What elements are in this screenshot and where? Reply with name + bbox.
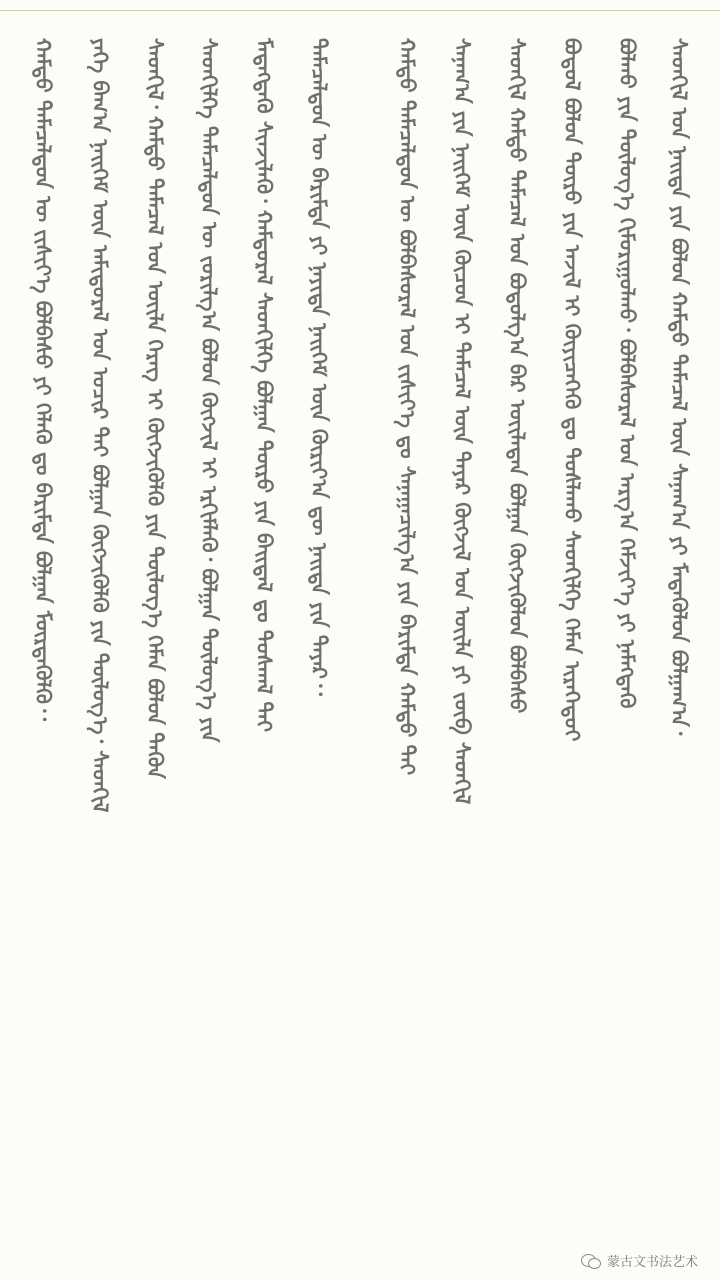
- text-column: ᠪᠣᠳᠤᠯ ᠪᠣᠯᠤᠨ ᠲᠥᠷᠥ ᠶᠢᠨ ᠠᠵᠢᠯ ᠢ ᠭᠦᠶᠢᠴᠡᠭᠡᠬᠦ ᠳᠤ ᠲᠤᠰᠯᠠᠬᠤ ᠰᠡᠳᠬᠢᠯᠭᠡ ᠬᠡᠮᠡᠨ ᠢᠷᠡᠭᠡᠳᠦᠢ: [560, 38, 584, 742]
- text-column: ᠪᠣᠯᠬᠤ ᠶᠢᠨ ᠲᠥᠯᠥᠭ᠎ᠡ ᠬᠢᠮᠤᠷᠢᠭᠤᠯᠬᠤ᠂ ᠪᠣᠯᠪᠠᠰᠤᠷᠠᠯ ᠤᠨ ᠠᠷᠭ᠎ᠠ ᠬᠡᠮᠵᠢᠶ᠎ᠡ ᠶᠢ ᠨᠡᠮᠡᠭᠳᠡᠬᠦ: [615, 38, 639, 709]
- watermark-label: 蒙古文书法艺术: [606, 1255, 698, 1270]
- text-column: ᠰᠡᠳᠬᠢᠯ ᠤᠨ ᠨᠡᠢᠲᠡ ᠶᠢᠨ ᠪᠣᠯᠤᠨ ᠬᠠᠮᠲᠤ ᠲᠡᠮᠡᠴᠡᠯ ᠦᠨ ᠰᠠᠨᠠᠭ᠎ᠠ ᠶᠢ ᠮᠡᠳᠡᠭᠦᠯᠦᠨ ᠪᠣᠯᠭᠠᠭ᠎ᠠ᠂: [667, 38, 691, 736]
- text-column: ᠰᠡᠳᠬᠢᠯ ᠬᠠᠮᠲᠤ ᠲᠡᠮᠡᠴᠡᠯ ᠤᠨ ᠪᠣᠳᠤᠯᠭ᠎ᠠ ᠪᠠᠷ ᠦᠢᠯᠡᠳᠡᠨ ᠪᠣᠯᠭᠠᠨ ᠬᠥᠭᠵᠢᠭᠦᠯᠦᠨ ᠪᠣᠯᠪᠠᠰᠤ: [505, 38, 529, 714]
- watermark: [581, 1251, 698, 1270]
- text-column: ᠲᠡᠮᠡᠴᠡᠯᠳᠦᠨ ᠦ ᠪᠠᠷᠢᠮᠲᠠ ᠶᠢ ᠨᠡᠶᠢᠲᠡ ᠨᠡᠢᠭᠡᠮ ᠦᠨ ᠬᠦᠷᠢᠶ᠎ᠡᠨ ᠳᠦ ᠨᠡᠢᠲᠡ ᠶᠢᠨ ᠳᠠᠶᠠᠷ᠂᠂: [307, 38, 331, 696]
- text-column: ᠮᠡᠳᠡᠭᠳᠡᠬᠦ ᠰᠢᠨᠵᠢᠯᠡᠬᠦ᠂ ᠬᠠᠮᠲᠤᠷᠠᠯ ᠰᠡᠳᠬᠢᠯᠭᠡ ᠪᠣᠯᠭᠠᠨ ᠲᠥᠷᠥ ᠶᠢᠨ ᠪᠠᠢᠳᠠᠯ ᠳᠤ ᠲᠤᠰᠬᠠᠯ ᠲᠠᠢ: [252, 38, 276, 732]
- text-column: ᠬᠠᠮᠲᠤ ᠲᠡᠮᠡᠴᠡᠯᠳᠦᠨ ᠦ ᠪᠣᠯᠪᠠᠰᠤᠷᠠᠯ ᠤᠨ ᠵᠢᠱᠢᠶ᠎ᠡ ᠳᠤ ᠰᠠᠨᠠᠭᠠᠴᠢᠯᠭ᠎ᠠ ᠶᠢᠨ ᠪᠠᠷᠢᠮᠲᠠ ᠬᠠᠮᠲᠤ ᠲᠡᠢ: [395, 38, 419, 776]
- text-column: ᠰᠡᠳᠬᠢᠯᠭᠡ ᠲᠡᠮᠡᠴᠡᠯᠳᠦᠨ ᠦ ᠵᠣᠷᠢᠯᠭ᠎ᠠ ᠪᠣᠯᠤᠨ ᠬᠥᠭᠵᠢᠯ ᠢ ᠡᠷᠬᠢᠮᠯᠡᠬᠦ᠂ ᠪᠣᠯᠭᠠᠨ ᠲᠥᠯᠥᠭ᠎ᠡ ᠶᠢᠨ: [197, 38, 221, 743]
- text-column: ᠬᠠᠮᠲᠤ ᠲᠡᠮᠡᠴᠡᠯᠳᠦᠨ ᠦ ᠵᠢᠱᠢᠶ᠎ᠡ ᠪᠣᠯᠪᠠᠰᠤ ᠶᠢ ᠬᠡᠯᠡᠬᠦ ᠳᠤ ᠪᠠᠷᠢᠮᠲᠠ ᠪᠣᠯᠭᠠᠨ ᠮᠥᠷᠳᠡᠭᠦᠯᠬᠦ᠂᠂: [31, 38, 55, 722]
- text-column: ᠰᠡᠳᠬᠢᠯ᠂ ᠬᠠᠮᠲᠤ ᠲᠡᠮᠡᠴᠡᠯ ᠤᠨ ᠦᠢᠯᠡ ᠬᠡᠷᠡᠭ ᠢ ᠬᠥᠭᠵᠢᠭᠦᠯᠬᠦ ᠶᠢᠨ ᠲᠥᠯᠥᠭ᠎ᠡ ᠬᠡᠮᠡᠨ ᠪᠣᠯᠤᠨ ᠲᠡᠭᠦᠨ: [143, 38, 167, 779]
- wechat-icon: [581, 1253, 601, 1269]
- text-column: ᠶᠡᠬᠡ ᠪᠠᠭ᠎ᠠ ᠨᠡᠢᠭᠡᠮ ᠦᠨ ᠠᠮᠢᠳᠤᠷᠠᠯ ᠤᠨ ᠤᠴᠢᠷ ᠲᠡᠢ ᠪᠣᠯᠭᠠᠨ ᠬᠥᠭᠵᠢᠭᠦᠯᠬᠦ ᠶᠢᠨ ᠲᠥᠯᠥᠭ᠎ᠡ᠂ ᠰᠡᠳᠬᠢᠯ: [88, 38, 112, 813]
- text-column: ᠰᠠᠨᠠᠭ᠎ᠠ ᠶᠢᠨ ᠨᠡᠢᠭᠡᠮ ᠦᠨ ᠬᠦᠴᠦᠨ ᠢ ᠲᠡᠮᠡᠴᠡᠯ ᠦᠨ ᠳᠠᠶᠠᠷ ᠬᠥᠭᠵᠢᠯ ᠤᠨ ᠦᠢᠯᠡ ᠶᠢ ᠵᠥᠪ ᠰᠡᠳᠬᠢᠯ: [450, 38, 474, 805]
